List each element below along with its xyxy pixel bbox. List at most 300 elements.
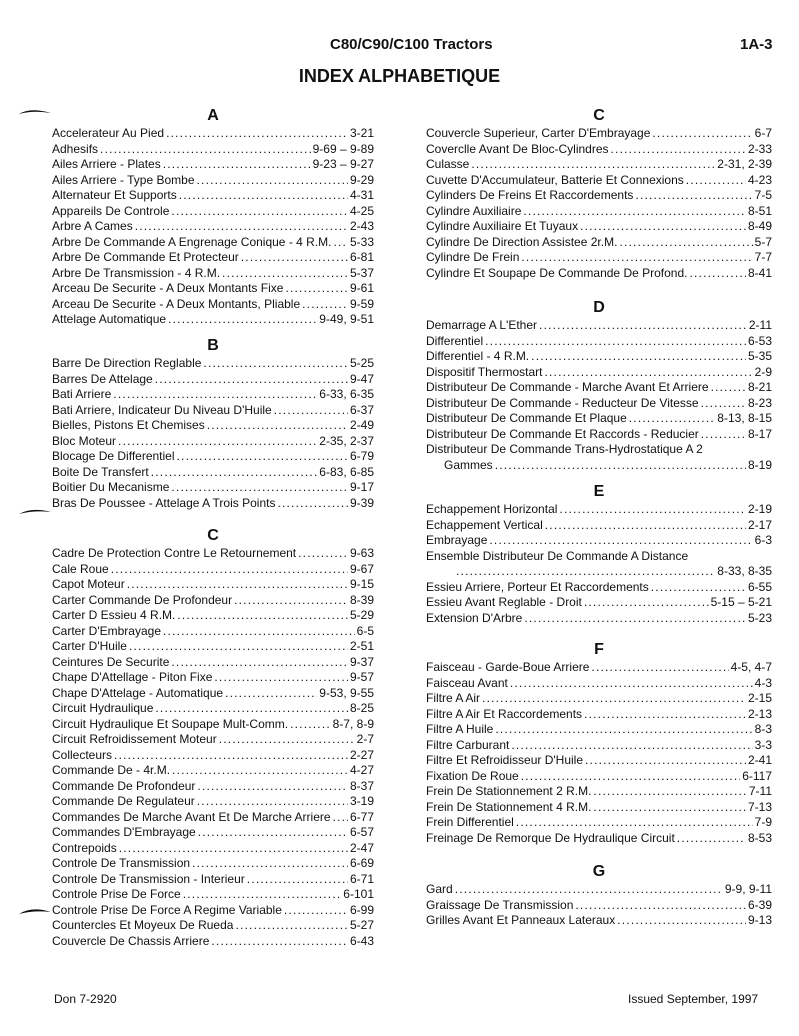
entry-name: Filtre A Air Et Raccordements	[426, 706, 583, 721]
index-entry	[52, 717, 374, 733]
entry-page: 9-69 – 9-89	[312, 141, 374, 156]
index-entry	[52, 480, 374, 496]
entry-name: Blocage De Differentiel	[52, 449, 175, 463]
entry-name: Carter D'Huile	[52, 639, 127, 653]
entry-name: Faisceau - Garde-Boue Arriere	[426, 660, 590, 674]
entry-name: Accelerateur Au Pied	[52, 126, 165, 140]
index-entry	[52, 173, 374, 189]
entry-name: Embrayage	[426, 533, 488, 547]
dot-leader	[198, 825, 348, 841]
entry-name: Couvercle De Chassis Arriere	[52, 933, 210, 948]
entry-name: Boite De Transfert	[52, 464, 149, 479]
entry-name: Arbre De Transmission - 4 R.M.	[52, 265, 221, 280]
entry-page: 9-15	[349, 577, 374, 591]
entry-name: Ailes Arriere - Plates	[52, 157, 161, 171]
index-entry	[52, 387, 374, 403]
dot-leader	[234, 593, 348, 609]
entry-page: 6-79	[349, 449, 374, 463]
entry-page: 4-25	[349, 203, 374, 218]
dot-leader	[677, 831, 746, 847]
section-letter: C	[593, 107, 605, 124]
index-entry	[52, 465, 374, 481]
entry-name: Circuit Refroidissement Moteur	[52, 732, 217, 746]
entry-name: Circuit Hydraulique Et Soupape Mult-Comm.	[52, 716, 289, 731]
dot-leader	[591, 660, 728, 676]
dot-leader	[171, 204, 348, 220]
dot-leader	[495, 722, 752, 738]
entry-name: Essieu Avant Reglable - Droit	[426, 595, 582, 609]
entry-page: 2-13	[747, 706, 772, 721]
dot-leader	[686, 173, 746, 189]
entry-page: 9-53, 9-55	[319, 685, 374, 700]
entry-page: 6-69	[349, 856, 374, 870]
entry-name: Distributeur De Commande Trans-Hydrostatique A 2	[426, 442, 703, 456]
entry-list	[426, 126, 772, 281]
entry-page: 2-43	[349, 219, 374, 233]
entry-page: 9-67	[349, 561, 374, 576]
dot-leader	[168, 312, 317, 328]
index-entry	[52, 546, 374, 562]
dot-leader	[580, 219, 746, 235]
index-entry	[52, 748, 374, 764]
entry-page: 2-35, 2-37	[319, 433, 374, 448]
entry-page: 5-27	[349, 918, 374, 932]
index-entry	[426, 611, 772, 627]
margin-mark-icon	[18, 106, 52, 118]
entry-page: 6-3	[754, 533, 772, 547]
entry-page: 6-33, 6-35	[319, 387, 374, 401]
entry-page: 7-11	[748, 784, 772, 798]
index-entry	[426, 518, 772, 534]
dot-leader	[593, 800, 746, 816]
entry-name: Commande De - 4r.M.	[52, 763, 171, 777]
entry-page: 2-15	[747, 691, 772, 705]
index-entry	[52, 312, 374, 328]
entry-page: 4-31	[349, 188, 374, 202]
entry-page: 3-3	[754, 737, 772, 752]
dot-leader	[619, 235, 752, 251]
index-entry	[52, 250, 374, 266]
entry-page: 9-9, 9-11	[724, 882, 772, 896]
dot-leader	[651, 580, 746, 596]
index-entry	[426, 219, 772, 235]
entry-name: Frein De Stationnement 4 R.M.	[426, 799, 592, 814]
index-entry	[52, 701, 374, 717]
entry-page: 6-71	[349, 871, 374, 886]
entry-page: 9-13	[747, 913, 772, 927]
entry-page: 6-57	[349, 825, 374, 839]
section-b	[52, 336, 374, 526]
index-entry	[52, 434, 374, 450]
dot-leader	[629, 411, 716, 427]
dot-leader	[179, 188, 348, 204]
dot-leader	[611, 142, 746, 158]
entry-page: 5-7	[754, 234, 772, 249]
index-entry	[426, 691, 772, 707]
entry-page: 6-83, 6-85	[319, 464, 374, 479]
dot-leader	[511, 738, 752, 754]
index-entry	[426, 815, 772, 831]
entry-name: Cylindre Auxiliaire Et Tuyaux	[426, 219, 579, 233]
dot-leader	[495, 458, 746, 474]
index-entry	[52, 126, 374, 142]
index-entry	[426, 365, 772, 381]
dot-leader	[177, 449, 348, 465]
dot-leader	[285, 281, 348, 297]
index-entry	[426, 411, 772, 427]
index-entry	[52, 918, 374, 934]
entry-name: Gard	[426, 882, 453, 896]
entry-page: 9-59	[349, 296, 374, 311]
entry-name: Bati Arriere	[52, 387, 112, 401]
index-column-left	[52, 106, 374, 949]
entry-name: Barres De Attelage	[52, 371, 153, 386]
entry-name: Couvercle Superieur, Carter D'Embrayage	[426, 126, 651, 140]
issue-date: Issued September, 1997	[628, 992, 759, 1006]
entry-page: 5-25	[349, 356, 374, 370]
section-f	[426, 640, 772, 862]
entry-name: Cylindre De Direction Assistee 2r.M.	[426, 234, 618, 249]
index-entry	[426, 349, 772, 365]
entry-page: 6-39	[747, 897, 772, 912]
section-letter: E	[593, 483, 605, 500]
entry-page: 5-33	[349, 234, 374, 249]
entry-page: 2-11	[748, 318, 772, 332]
entry-page: 9-49, 9-51	[319, 312, 374, 326]
entry-page: 8-25	[349, 701, 374, 715]
entry-page: 2-31, 2-39	[717, 157, 772, 171]
entry-name: Capot Moteur	[52, 577, 125, 591]
index-entry	[52, 562, 374, 578]
entry-page: 2-49	[349, 418, 374, 432]
entry-name: Distributeur De Commande Et Plaque	[426, 411, 627, 425]
section-a	[52, 106, 374, 336]
entry-name: Coverclle Avant De Bloc-Cylindres	[426, 141, 609, 156]
dot-leader	[585, 753, 746, 769]
section-d	[426, 298, 772, 482]
index-entry	[52, 763, 374, 779]
entry-name: Filtre Et Refroidisseur D'Huile	[426, 753, 584, 767]
index-entry	[52, 903, 374, 919]
entry-name: Fixation De Roue	[426, 768, 519, 783]
document-number: Don 7-2920	[54, 992, 117, 1006]
dot-leader	[163, 624, 355, 640]
index-entry	[426, 800, 772, 816]
entry-name: Differentiel	[426, 333, 484, 348]
index-entry	[52, 593, 374, 609]
entry-page: 2-41	[747, 753, 772, 767]
index-entry	[426, 898, 772, 914]
index-title: INDEX ALPHABETIQUE	[298, 66, 501, 86]
index-entry	[426, 784, 772, 800]
entry-name: Cylinders De Freins Et Raccordements	[426, 188, 634, 202]
entry-page: 7-9	[754, 815, 772, 829]
entry-name: Differentiel - 4 R.M.	[426, 349, 530, 363]
dot-leader	[203, 356, 348, 372]
entry-name: Bloc Moteur	[52, 433, 117, 448]
index-entry	[426, 318, 772, 334]
index-entry	[52, 825, 374, 841]
entry-page: 5-15 – 5-21	[710, 595, 772, 609]
index-entry	[426, 502, 772, 518]
index-entry	[52, 281, 374, 297]
dot-leader	[111, 562, 348, 578]
section-c	[52, 526, 374, 949]
index-entry	[426, 157, 772, 173]
entry-name: Gammes	[444, 457, 493, 472]
entry-page: 2-19	[747, 502, 772, 516]
dot-leader	[523, 204, 746, 220]
entry-name: Alternateur Et Supports	[52, 188, 177, 202]
dot-leader	[521, 250, 752, 266]
dot-leader	[192, 856, 348, 872]
index-entry	[52, 624, 374, 640]
entry-page: 9-63	[349, 546, 374, 560]
entry-page: 7-5	[754, 188, 772, 202]
dot-leader	[119, 841, 348, 857]
dot-leader	[277, 496, 348, 512]
entry-name: Extension D'Arbre	[426, 610, 523, 625]
entry-page: 9-23 – 9-27	[312, 157, 374, 171]
entry-page: 9-29	[349, 172, 374, 187]
dot-leader	[489, 533, 752, 549]
dot-leader	[241, 250, 348, 266]
index-entry	[426, 396, 772, 412]
dot-leader	[247, 872, 348, 888]
entry-page: 7-13	[747, 799, 772, 814]
section-letter: D	[593, 299, 605, 316]
entry-name: Ailes Arriere - Type Bombe	[52, 172, 195, 187]
index-entry	[426, 266, 772, 282]
entry-page: 6-99	[349, 902, 374, 917]
dot-leader	[197, 173, 348, 189]
index-entry	[426, 142, 772, 158]
entry-name: Cale Roue	[52, 561, 109, 576]
entry-name: Attelage Automatique	[52, 312, 167, 326]
entry-page: 6-101	[343, 887, 374, 901]
entry-name: Faisceau Avant	[426, 675, 508, 690]
entry-list	[426, 318, 772, 473]
index-entry	[52, 356, 374, 372]
entry-name: Appareils De Controle	[52, 203, 170, 218]
index-entry	[426, 380, 772, 396]
section-letter: C	[207, 527, 219, 544]
dot-leader	[701, 427, 746, 443]
entry-name: Arbre De Commande A Engrenage Conique - 4 R.M.	[52, 234, 332, 249]
dot-leader	[617, 913, 746, 929]
dot-leader	[485, 334, 746, 350]
index-entry-continued	[426, 564, 772, 580]
dot-leader	[171, 480, 348, 496]
entry-name: Essieu Arriere, Porteur Et Raccordements	[426, 579, 649, 594]
index-entry	[52, 577, 374, 593]
entry-page: 8-21	[747, 380, 772, 394]
entry-page: 5-37	[349, 265, 374, 280]
entry-page: 6-7	[754, 126, 772, 140]
entry-page: 2-27	[349, 747, 374, 762]
entry-list	[52, 126, 374, 328]
index-entry	[52, 655, 374, 671]
entry-name: Grilles Avant Et Panneaux Lateraux	[426, 913, 616, 927]
index-entry	[426, 126, 772, 142]
entry-page: 8-37	[349, 778, 374, 793]
dot-leader	[197, 779, 348, 795]
entry-name: Ensemble Distributeur De Commande A Distance	[426, 548, 689, 563]
dot-leader	[471, 157, 715, 173]
index-entry-continued	[426, 458, 772, 474]
dot-leader	[155, 372, 348, 388]
entry-name: Controle De Transmission - Interieur	[52, 871, 245, 886]
entry-name: Graissage De Transmission	[426, 897, 574, 912]
index-entry	[52, 297, 374, 313]
entry-name: Arbre A Cames	[52, 219, 133, 233]
entry-name: Collecteurs	[52, 747, 113, 762]
index-entry	[426, 549, 772, 565]
index-entry	[52, 188, 374, 204]
entry-name: Filtre A Air	[426, 691, 481, 705]
dot-leader	[197, 794, 348, 810]
dot-leader	[183, 887, 342, 903]
dot-leader	[171, 655, 348, 671]
section-e	[426, 482, 772, 640]
dot-leader	[207, 418, 348, 434]
dot-leader	[155, 701, 348, 717]
entry-page: 6-43	[349, 933, 374, 948]
index-entry	[52, 779, 374, 795]
entry-name: Demarrage A L'Ether	[426, 318, 538, 332]
dot-leader	[524, 611, 746, 627]
entry-name: Filtre A Huile	[426, 722, 494, 736]
entry-page: 8-33, 8-35	[717, 564, 772, 578]
dot-leader	[584, 707, 746, 723]
page-header-title: C80/C90/C100 Tractors	[330, 36, 493, 53]
entry-page: 5-35	[747, 349, 772, 363]
index-entry	[426, 334, 772, 350]
entry-page: 6-117	[742, 768, 772, 783]
index-entry	[426, 533, 772, 549]
dot-leader	[225, 686, 317, 702]
entry-page: 8-49	[747, 219, 772, 233]
index-entry	[426, 188, 772, 204]
section-c-continued	[426, 106, 772, 298]
index-entry	[426, 173, 772, 189]
dot-leader	[219, 732, 355, 748]
index-entry	[426, 913, 772, 929]
index-entry	[426, 235, 772, 251]
entry-name: Distributeur De Commande - Marche Avant Et Arriere	[426, 380, 709, 394]
dot-leader	[531, 349, 746, 365]
entry-page: 9-17	[349, 480, 374, 494]
dot-leader	[584, 595, 709, 611]
entry-page: 8-53	[747, 830, 772, 845]
index-entry	[52, 219, 374, 235]
index-entry	[426, 442, 772, 458]
dot-leader	[274, 403, 348, 419]
dot-leader	[456, 564, 715, 580]
entry-page: 8-39	[349, 592, 374, 607]
dot-leader	[113, 387, 317, 403]
entry-name: Barre De Direction Reglable	[52, 356, 202, 370]
index-entry	[426, 707, 772, 723]
index-column-right	[426, 106, 772, 929]
index-entry	[426, 595, 772, 611]
index-entry	[52, 887, 374, 903]
entry-page: 8-23	[747, 395, 772, 410]
entry-name: Cylindre Auxiliaire	[426, 203, 522, 218]
entry-name: Carter D'Embrayage	[52, 623, 161, 638]
index-entry	[52, 794, 374, 810]
entry-page: 5-29	[349, 608, 374, 622]
entry-name: Arbre De Commande Et Protecteur	[52, 250, 239, 264]
index-entry	[426, 676, 772, 692]
entry-page: 6-53	[747, 333, 772, 348]
section-letter: B	[207, 337, 219, 354]
entry-page: 3-19	[349, 794, 374, 808]
entry-name: Cylindre Et Soupape De Commande De Profond.	[426, 265, 688, 280]
index-entry	[426, 250, 772, 266]
entry-name: Commande De Profondeur	[52, 778, 196, 793]
entry-page: 9-57	[349, 670, 374, 684]
entry-name: Distributeur De Commande Et Raccords - Reducier	[426, 426, 699, 441]
dot-leader	[235, 918, 348, 934]
dot-leader	[298, 546, 348, 562]
entry-page: 9-61	[349, 281, 374, 295]
entry-name: Culasse	[426, 157, 470, 171]
entry-page: 2-7	[356, 732, 374, 746]
index-entry	[426, 753, 772, 769]
index-entry	[52, 204, 374, 220]
index-entry	[52, 157, 374, 173]
entry-page: 2-17	[747, 517, 772, 532]
entry-name: Commandes De Marche Avant Et De Marche Arriere	[52, 809, 331, 824]
entry-name: Echappement Horizontal	[426, 502, 558, 516]
dot-leader	[701, 396, 746, 412]
index-entry	[426, 660, 772, 676]
dot-leader	[711, 380, 746, 396]
entry-page: 2-51	[349, 639, 374, 653]
entry-name: Bras De Poussee - Attelage A Trois Points	[52, 495, 276, 510]
entry-name: Controle Prise De Force A Regime Variable	[52, 902, 282, 917]
entry-page: 6-77	[349, 809, 374, 824]
entry-list	[52, 546, 374, 949]
dot-leader	[135, 219, 348, 235]
entry-page: 8-51	[747, 203, 772, 218]
entry-page: 2-47	[349, 840, 374, 855]
entry-name: Controle Prise De Force	[52, 887, 181, 901]
dot-leader	[222, 266, 348, 282]
dot-leader	[544, 365, 752, 381]
entry-page: 4-5, 4-7	[730, 660, 772, 674]
dot-leader	[593, 784, 746, 800]
index-entry	[52, 732, 374, 748]
index-entry	[52, 235, 374, 251]
index-entry	[52, 856, 374, 872]
entry-page: 4-3	[754, 675, 772, 690]
index-entry	[52, 403, 374, 419]
index-entry	[52, 372, 374, 388]
entry-name: Adhesifs	[52, 141, 99, 156]
entry-page: 6-55	[747, 579, 772, 594]
dot-leader	[516, 815, 753, 831]
entry-name: Commandes D'Embrayage	[52, 825, 196, 839]
entry-name: Cylindre De Frein	[426, 250, 520, 264]
entry-name: Frein De Stationnement 2 R.M.	[426, 784, 592, 798]
entry-page: 8-17	[747, 426, 772, 441]
entry-page: 8-13, 8-15	[717, 411, 772, 425]
index-entry	[52, 496, 374, 512]
dot-leader	[575, 898, 746, 914]
index-entry	[52, 841, 374, 857]
